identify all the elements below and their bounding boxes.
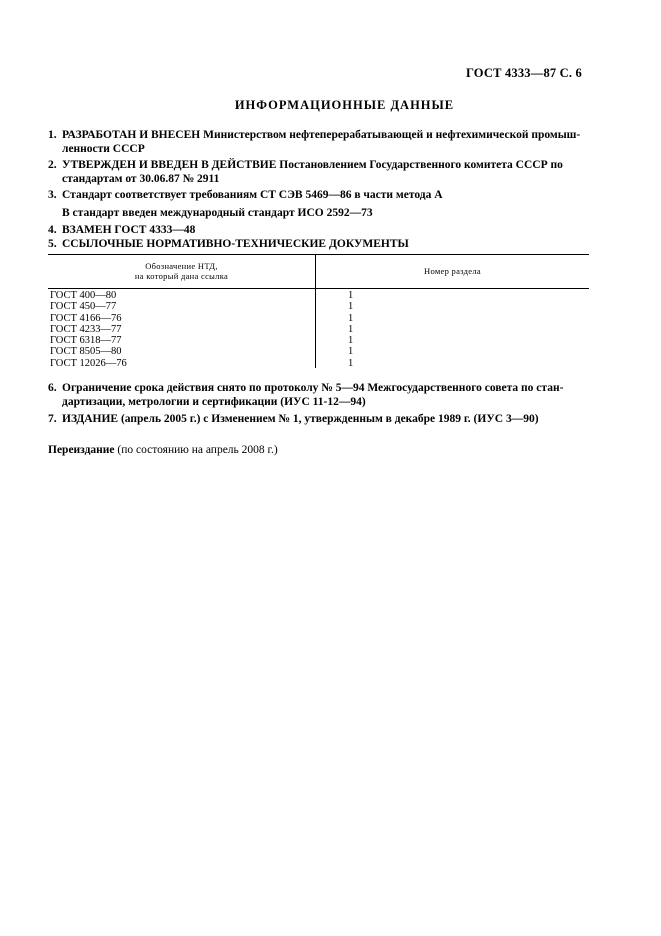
table-cell-doc: ГОСТ 4233—77 [50,323,122,335]
table-cell-doc: ГОСТ 400—80 [50,290,117,301]
table-cell-section: 1 [348,290,354,301]
table-cell-section: 1 [348,312,354,324]
table-row [48,290,589,301]
item-7-number: 7. [48,413,57,425]
table-row [48,358,589,369]
item-2-number: 2. [48,159,57,171]
item-2-text: Постановлением Государственного комитета СССР по [276,159,563,171]
item-2 [48,158,588,186]
table-row [48,346,589,357]
table-row [48,324,589,335]
table-cell-doc: ГОСТ 4166—76 [50,312,122,324]
item-1-number: 1. [48,129,57,141]
table-col1-header-line2: на который дана ссылка [134,271,229,281]
item-5-number: 5. [48,238,57,250]
table-cell-section: 1 [348,346,354,358]
item-1-lead: РАЗРАБОТАН И ВНЕСЕН [62,129,201,141]
table-col2-header: Номер раздела [424,266,481,276]
reissue-note [48,444,278,456]
item-6-text-cont: дартизации, метрологии и сертификации (ИУС 11-12—94) [62,396,366,408]
item-2-lead: УТВЕРЖДЕН И ВВЕДЕН В ДЕЙСТВИЕ [62,159,277,171]
table-cell-section: 1 [348,301,354,313]
table-col1-header [48,261,315,281]
item-3-text: Стандарт соответствует требованиям СТ СЭВ 5469—86 в части метода А [62,189,443,201]
item-5-text: ССЫЛОЧНЫЕ НОРМАТИВНО-ТЕХНИЧЕСКИЕ ДОКУМЕНТЫ [62,238,409,250]
item-5 [48,237,588,251]
item-4-number: 4. [48,224,57,236]
item-1-text: Министерством нефтеперерабатывающей и нефтехимической промыш- [200,129,581,141]
reissue-lead: Переиздание [48,444,115,456]
table-cell-section: 1 [348,323,354,335]
reissue-text: (по состоянию на апрель 2008 г.) [114,444,278,456]
item-6 [48,381,588,409]
table-cell-doc: ГОСТ 12026—76 [50,357,127,369]
item-7-text: ИЗДАНИЕ (апрель 2005 г.) с Изменением № 1, утвержденным в декабре 1989 г. (ИУС 3—90) [62,413,539,425]
item-7 [48,412,588,426]
table-cell-doc: ГОСТ 8505—80 [50,346,122,358]
item-4 [48,223,588,237]
table-row [48,301,589,312]
item-6-text: Ограничение срока действия снято по протоколу № 5—94 Межгосударственного совета по стан- [62,382,564,394]
item-3-text-cont: В стандарт введен международный стандарт ИСО 2592—73 [62,207,373,219]
item-1-text-cont: ленности СССР [62,143,145,155]
item-3-number: 3. [48,189,57,201]
item-6-number: 6. [48,382,57,394]
item-4-text: ВЗАМЕН ГОСТ 4333—48 [62,224,196,236]
table-cell-section: 1 [348,335,354,347]
table-col1-header-line1: Обозначение НТД, [145,261,218,271]
item-3 [48,188,588,202]
table-row [48,335,589,346]
document-title: ИНФОРМАЦИОННЫЕ ДАННЫЕ [234,98,455,112]
table-row [48,313,589,324]
table-cell-doc: ГОСТ 450—77 [50,301,117,313]
page-header-ref: ГОСТ 4333—87 С. 6 [465,66,582,80]
table-cell-section: 1 [348,357,354,369]
table-body [48,290,589,369]
item-2-text-cont: стандартам от 30.06.87 № 2911 [62,173,220,185]
item-3-sub [48,206,588,220]
item-1 [48,128,588,156]
table-cell-doc: ГОСТ 6318—77 [50,335,122,347]
